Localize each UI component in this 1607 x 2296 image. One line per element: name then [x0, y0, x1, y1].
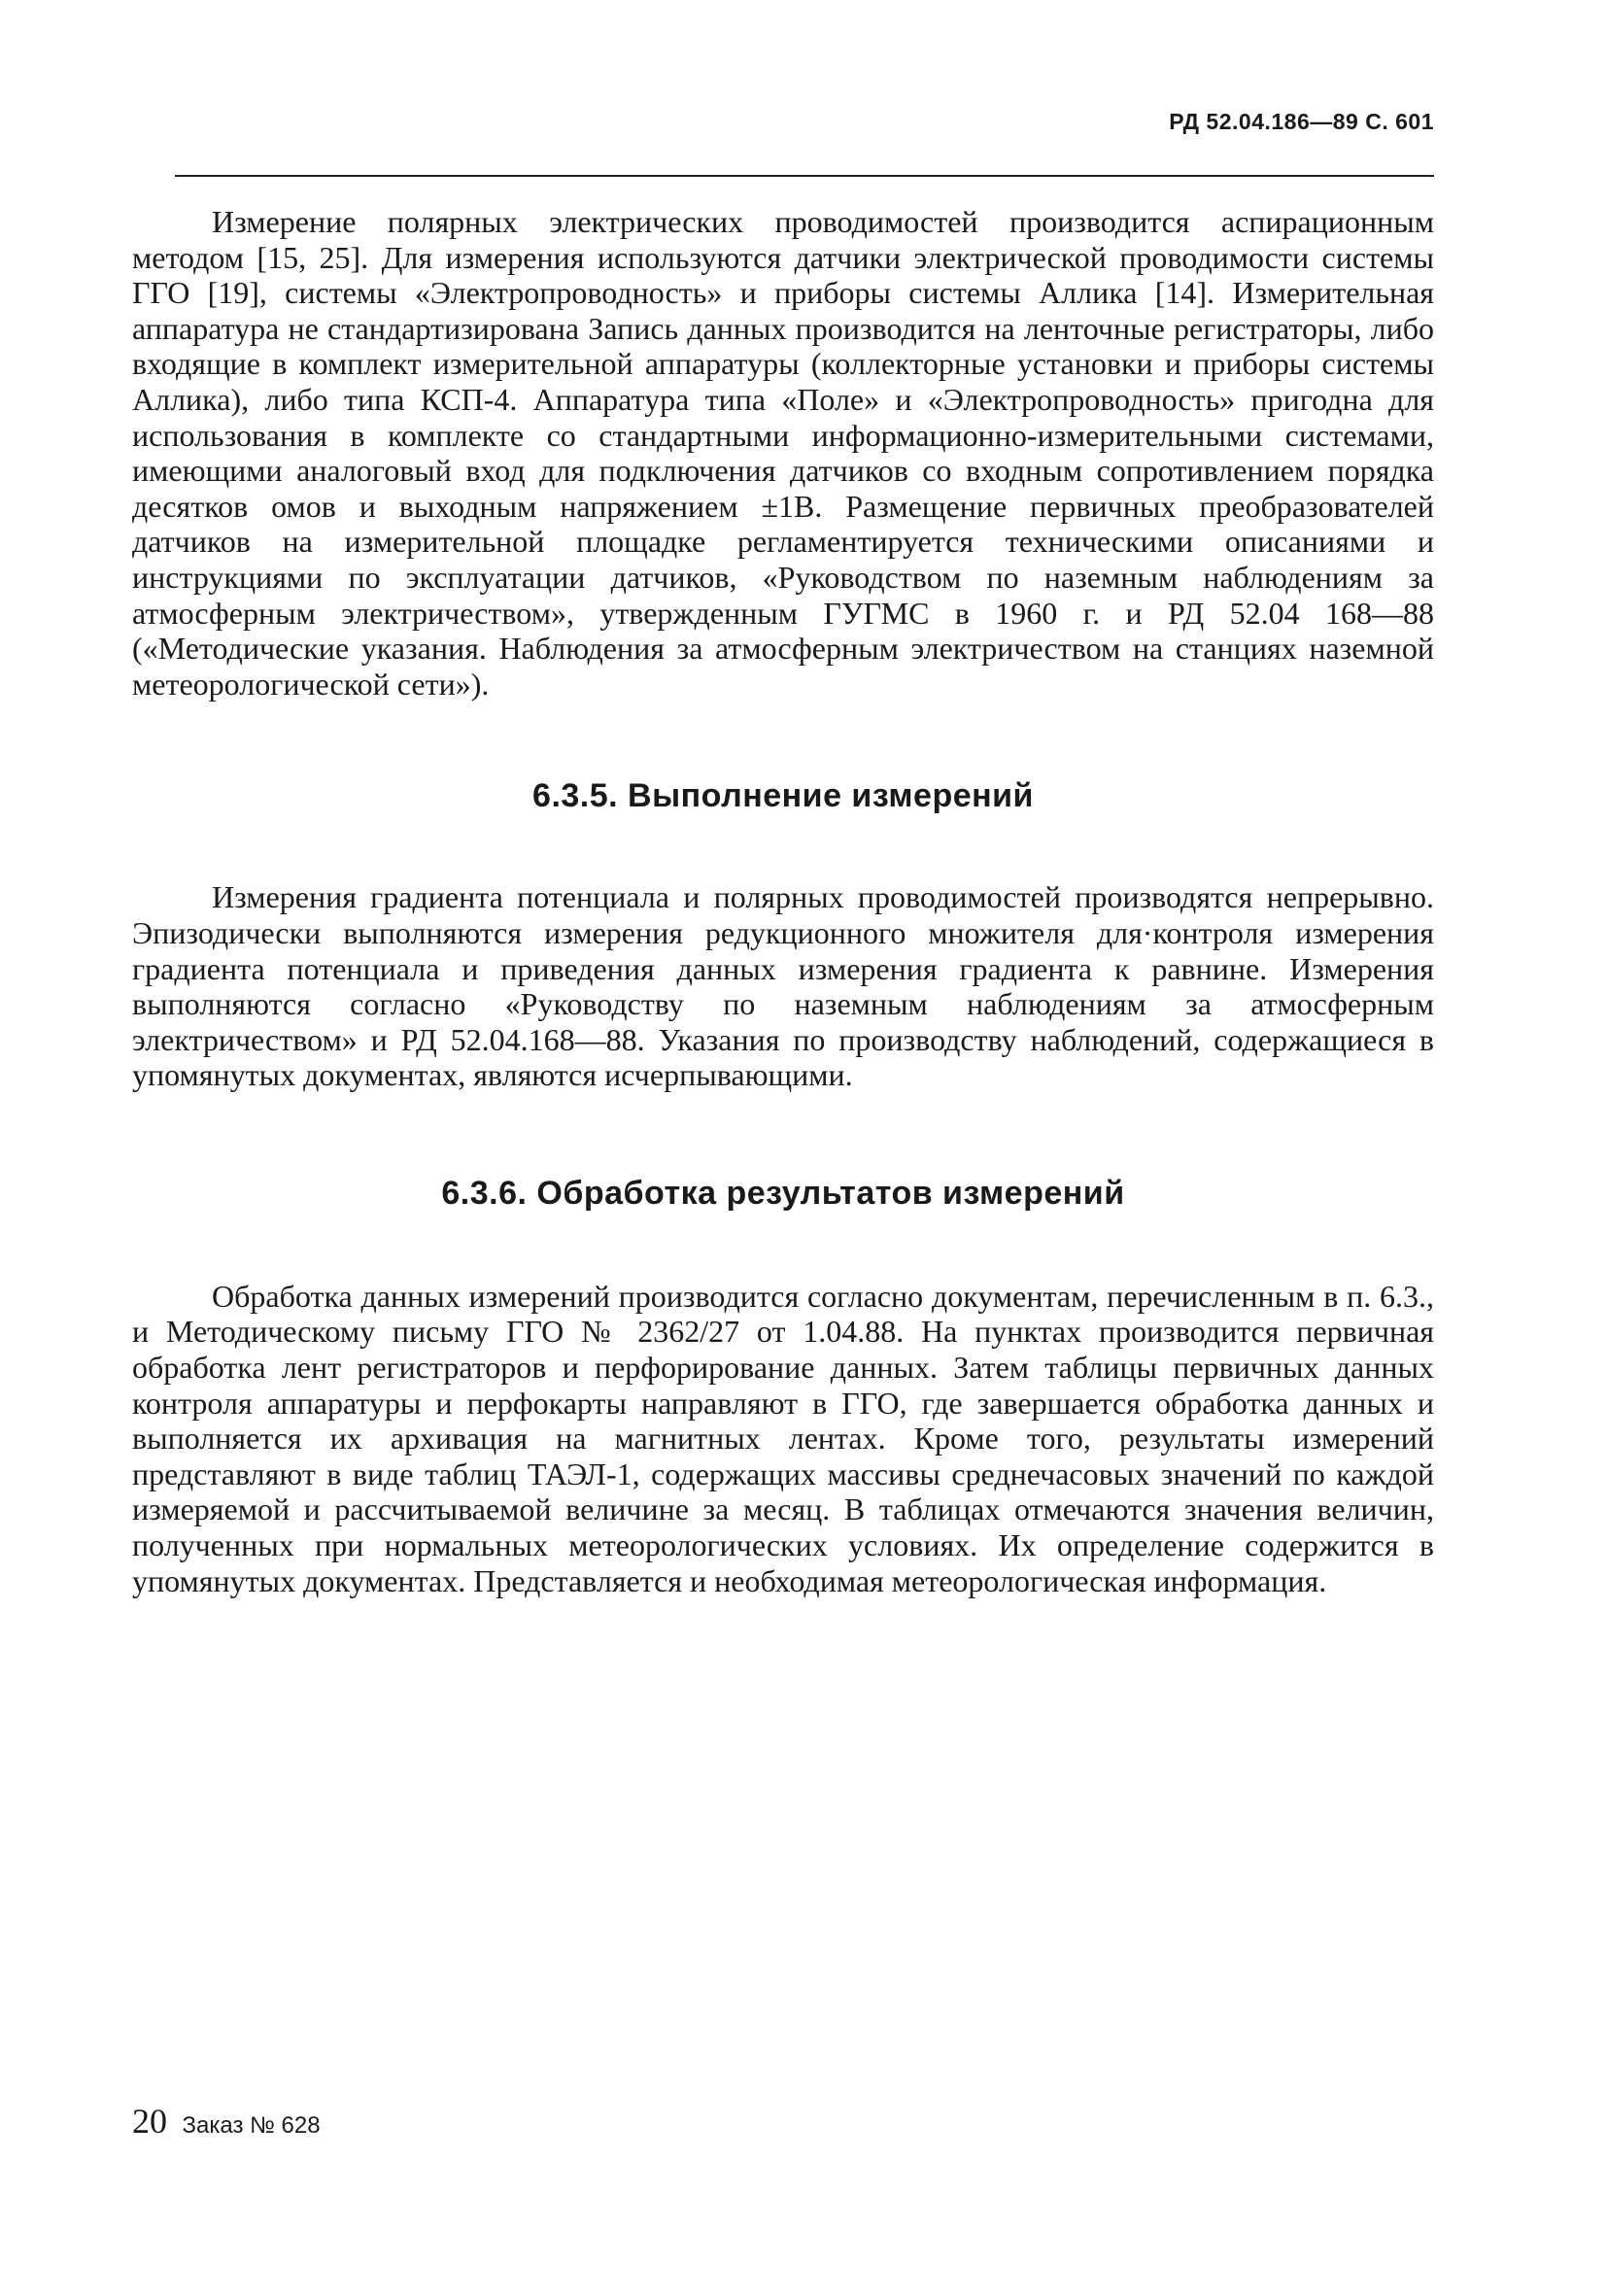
- section-heading-6-3-5: 6.3.5. Выполнение измерений: [532, 777, 1034, 815]
- header-rule: [175, 175, 1434, 177]
- paragraph-conductivity-measurement: Измерение полярных электрических проводимостей производится аспирационным методом [15, 25]. Для измерения используются датчики электрической проводимости системы ГГО [19], системы «Электропроводность» и приборы системы Аллика [14]. Измерительная аппаратура не стандартизирована Запись данных производится на ленточные регистраторы, либо входящие в комплект измерительной аппаратуры (коллекторные установки и приборы системы Аллика), либо типа КСП-4. Аппаратура типа «Поле» и «Электропроводность» пригодна для использования в комплекте со стандартными информационно-измерительными системами, имеющими аналоговый вход для подключения датчиков со входным сопротивлением порядка десятков омов и выходным напряжением ±1В. Размещение первичных преобразователей датчиков на измерительной площадке регламентируется техническими описаниями и инструкциями по эксплуатации датчиков, «Руководством по наземным наблюдениям за атмосферным электричеством», утвержденным ГУГМС в 1960 г. и РД 52.04 168—88 («Методические указания. Наблюдения за атмосферным электричеством на станциях наземной метеорологической сети»).: [132, 204, 1434, 702]
- page-footer: [132, 2101, 321, 2142]
- order-number: Заказ № 628: [182, 2112, 321, 2139]
- paragraph-processing-results: Обработка данных измерений производится согласно документам, перечисленным в п. 6.3., и Методическому письму ГГО № 2362/27 от 1.04.88. На пунктах производится первичная обработка лент регистраторов и перфорирование данных. Затем таблицы первичных данных контроля аппаратуры и перфокарты направляют в ГГО, где завершается обработка данных и выполняется их архивация на магнитных лентах. Кроме того, результаты измерений представляют в виде таблиц ТАЭЛ-1, содержащих массивы среднечасовых значений по каждой измеряемой и рассчитываемой величине за месяц. В таблицах отмечаются значения величин, полученных при нормальных метеорологических условиях. Их определение содержится в упомянутых документах. Представляется и необходимая метеорологическая информация.: [132, 1278, 1434, 1598]
- paragraph-performing-measurements: Измерения градиента потенциала и полярных проводимостей производятся непрерывно. Эпизодически выполняются измерения редукционного множителя для·контроля измерения градиента потенциала и приведения данных измерения градиента к равнине. Измерения выполняются согласно «Руководству по наземным наблюдениям за атмосферным электричеством» и РД 52.04.168—88. Указания по производству наблюдений, содержащиеся в упомянутых документах, являются исчерпывающими.: [132, 879, 1434, 1093]
- running-header: РД 52.04.186—89 С. 601: [1169, 109, 1434, 134]
- page-number: 20: [132, 2102, 167, 2141]
- section-heading-6-3-6: 6.3.6. Обработка результатов измерений: [441, 1174, 1125, 1212]
- page-content: [132, 204, 1434, 1598]
